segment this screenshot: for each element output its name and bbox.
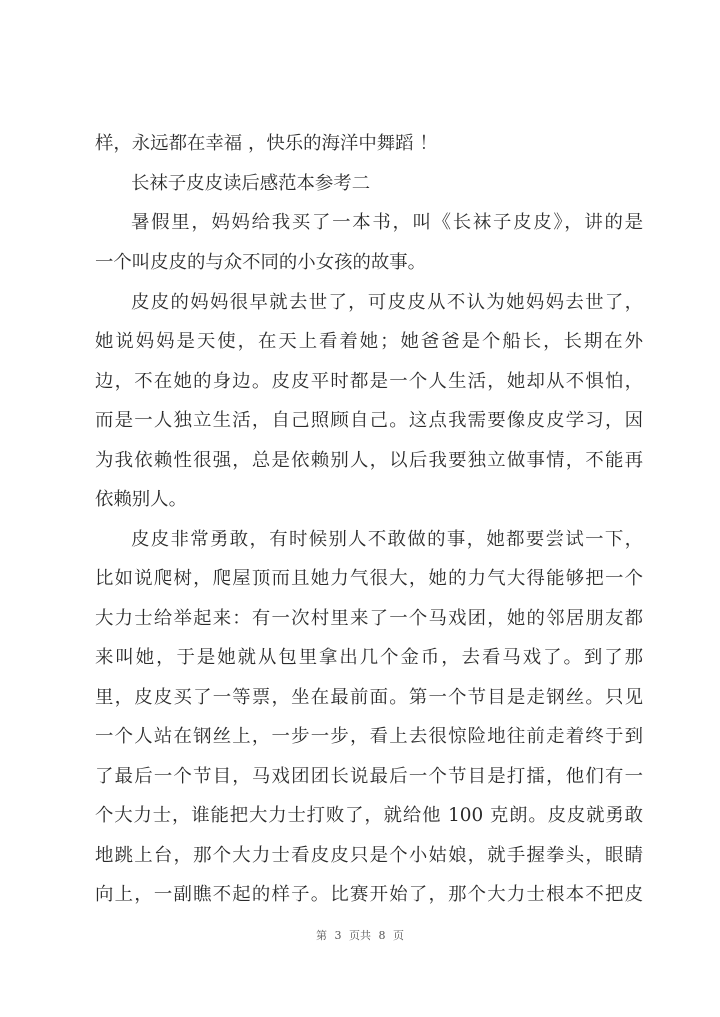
page-number: 3 <box>334 929 342 942</box>
text-line: 样，永远都在幸福 ，快乐的海洋中舞蹈 ！ <box>95 133 438 154</box>
page-footer <box>0 929 720 943</box>
footer-middle: 页共 <box>349 929 371 942</box>
text-line: 皮皮的妈妈很早就去世了，可皮皮从不认为她妈妈去世了， <box>131 292 643 313</box>
footer-suffix: 页 <box>393 929 404 942</box>
text-line: 边，不在她的身边。皮皮平时都是一个人生活，她却从不惧怕， <box>95 371 643 392</box>
text-line: 皮皮非常勇敢，有时候别人不敢做的事，她都要尝试一下， <box>131 529 643 550</box>
text-line: 依赖别人。 <box>95 489 187 510</box>
text-line: 比如说爬树，爬屋顶而且她力气很大，她的力气大得能够把一个 <box>95 568 643 589</box>
text-line: 她说妈妈是天使，在天上看着她；她爸爸是个船长，长期在外 <box>95 331 643 352</box>
text-line: 地跳上台，那个大力士看皮皮只是个小姑娘，就手握拳头，眼睛 <box>95 845 643 866</box>
text-line: 一个人站在钢丝上，一步一步，看上去很惊险地往前走着终于到 <box>95 726 643 747</box>
footer-prefix: 第 <box>316 929 327 942</box>
text-line: 一个叫皮皮的与众不同的小女孩的故事。 <box>95 252 427 273</box>
text-line: 大力士给举起来：有一次村里来了一个马戏团，她的邻居朋友都 <box>95 608 643 629</box>
text-line: 而是一人独立生活，自己照顾自己。这点我需要像皮皮学习，因 <box>95 410 643 431</box>
text-line: 了最后一个节目，马戏团团长说最后一个节目是打擂，他们有一 <box>95 766 643 787</box>
total-pages: 8 <box>378 929 386 942</box>
text-line: 为我依赖性很强，总是依赖别人，以后我要独立做事情，不能再 <box>95 450 643 471</box>
text-line: 来叫她，于是她就从包里拿出几个金币，去看马戏了。到了那 <box>95 647 643 668</box>
section-heading: 长袜子皮皮读后感范本参考二 <box>131 173 371 194</box>
text-line: 向上，一副瞧不起的样子。比赛开始了，那个大力士根本不把皮 <box>95 884 643 905</box>
text-line: 里，皮皮买了一等票，坐在最前面。第一个节目是走钢丝。只见 <box>95 687 643 708</box>
text-line: 暑假里，妈妈给我买了一本书，叫《长袜子皮皮》，讲的是 <box>131 212 643 233</box>
text-line: 个大力士，谁能把大力士打败了，就给他 100 克朗。皮皮就勇敢 <box>95 805 643 826</box>
